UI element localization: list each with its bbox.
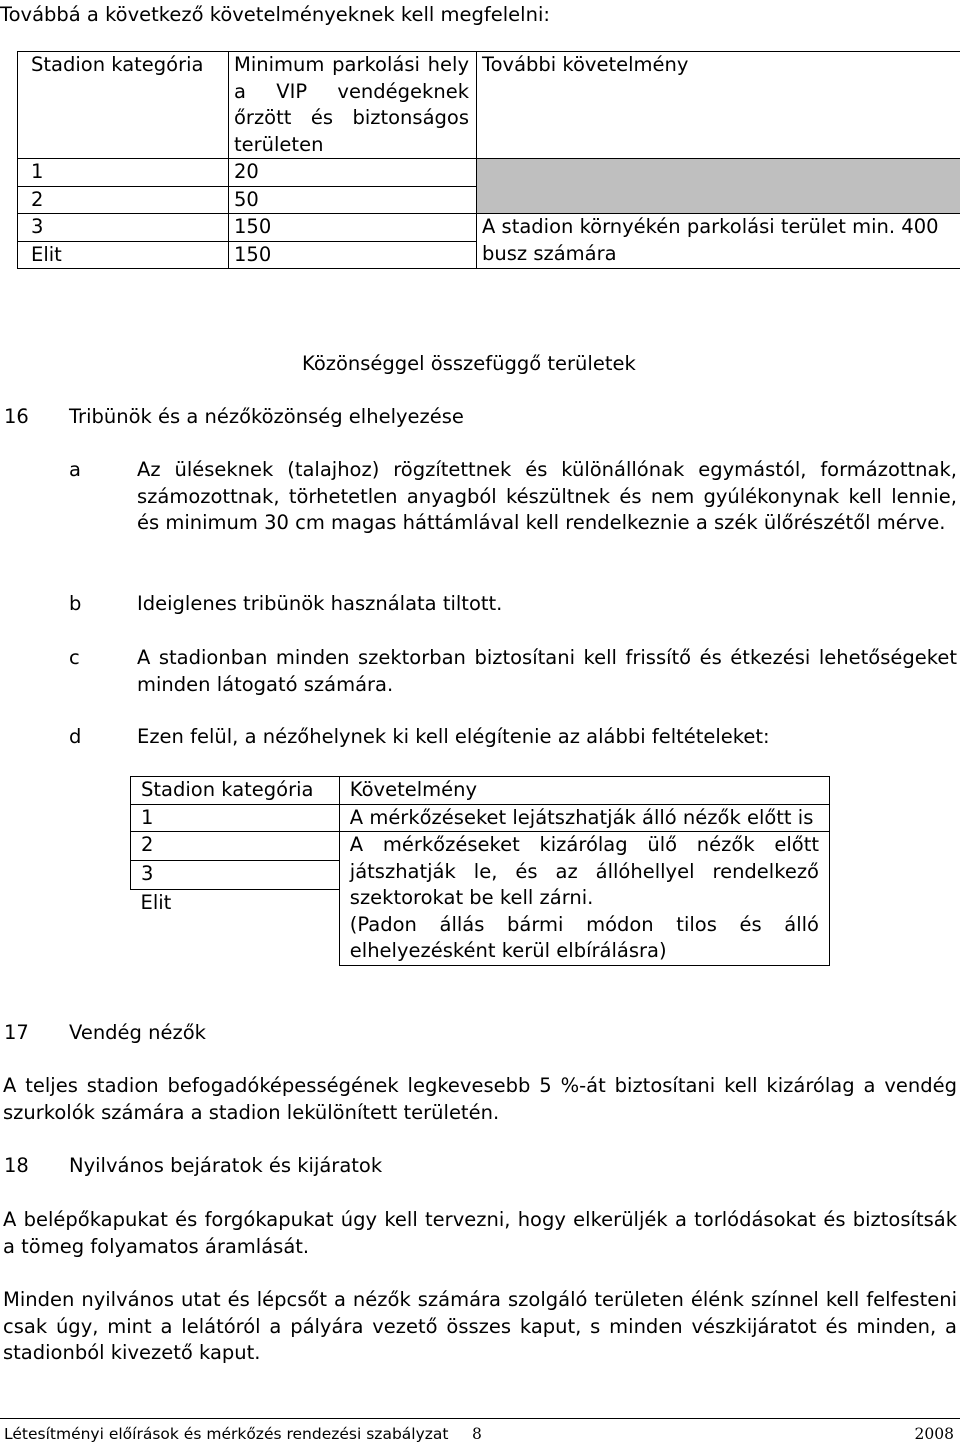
item-letter: b <box>69 591 81 618</box>
category-cell: Elit <box>131 890 340 966</box>
category-cell: 2 <box>18 186 229 214</box>
section-heading: Vendég nézők <box>69 1020 206 1047</box>
table-row <box>131 804 830 832</box>
category-cell: 1 <box>131 804 340 832</box>
category-cell: 3 <box>18 214 229 242</box>
item-letter: a <box>69 457 81 484</box>
table-header-cell: Követelmény <box>339 777 829 805</box>
table-row <box>18 214 960 242</box>
category-cell: 3 <box>131 861 340 890</box>
merged-requirement-cell <box>339 832 829 966</box>
table-header-cell: Minimum parkolási hely a VIP vendégeknek őrzött és biztonságos területen <box>229 52 477 159</box>
table-row <box>131 832 830 861</box>
table-header-cell: Stadion kategória <box>18 52 229 159</box>
table-header-cell: Stadion kategória <box>131 777 340 805</box>
item-text: Ezen felül, a nézőhelynek ki kell elégítenie az alábbi feltételeket: <box>137 724 770 751</box>
section-title: Közönséggel összefüggő területek <box>302 351 636 378</box>
seat-requirement-table <box>130 776 830 966</box>
item-letter: d <box>69 724 81 751</box>
category-cell: 1 <box>18 159 229 187</box>
min-parking-cell: 150 <box>229 241 477 269</box>
table-header-row <box>131 777 830 805</box>
extra-requirement-cell: A stadion környékén parkolási terület min. 400 busz számára <box>477 214 960 269</box>
gray-cell <box>477 159 960 214</box>
category-cell: Elit <box>18 241 229 269</box>
section-heading: Nyilvános bejáratok és kijáratok <box>69 1153 382 1180</box>
merged-requirement-text: A mérkőzéseket kizárólag ülő nézők előtt játszhatják le, és az állóhellyel rendelkező szektorokat be kell zárni. <box>350 832 819 912</box>
item-text: A stadionban minden szektorban biztosítani kell frissítő és étkezési lehetőségeket minden látogató számára. <box>137 645 957 698</box>
footer-divider <box>0 1418 960 1419</box>
requirement-cell: A mérkőzéseket lejátszhatják álló nézők előtt is <box>339 804 829 832</box>
section-number: 18 <box>4 1153 29 1180</box>
paragraph: A belépőkapukat és forgókapukat úgy kell tervezni, hogy elkerüljék a torlódásokat és biztosítsák a tömeg folyamatos áramlását. <box>3 1207 957 1260</box>
page-number: 8 <box>472 1421 482 1448</box>
item-letter: c <box>69 645 80 672</box>
section-number: 16 <box>4 404 29 431</box>
footer-title: Létesítményi előírások és mérkőzés rendezési szabályzat <box>4 1421 448 1448</box>
min-parking-cell: 150 <box>229 214 477 242</box>
intro-text: Továbbá a következő követelményeknek kell megfelelni: <box>0 2 550 29</box>
parking-table <box>17 51 960 269</box>
paragraph: Minden nyilvános utat és lépcsőt a nézők számára szolgáló területen élénk színnel kell felfesteni csak úgy, mint a lelátóról a pályára vezető összes kaput, s minden vészkijáratot és minden, a stadionból kivezető kaput. <box>3 1287 957 1367</box>
table-row <box>18 159 960 187</box>
item-text: Ideiglenes tribünök használata tiltott. <box>137 591 502 618</box>
paragraph: A teljes stadion befogadóképességének legkevesebb 5 %-át biztosítani kell kizárólag a vendég szurkolók számára a stadion lekülönített területén. <box>3 1073 957 1126</box>
table-header-cell: További követelmény <box>477 52 960 159</box>
min-parking-cell: 20 <box>229 159 477 187</box>
section-number: 17 <box>4 1020 29 1047</box>
footer-year: 2008 <box>915 1421 954 1448</box>
merged-requirement-note: (Padon állás bármi módon tilos és álló elhelyezésként kerül elbírálásra) <box>350 912 819 965</box>
item-text: Az üléseknek (talajhoz) rögzítettnek és különállónak egymástól, formázottnak, számozottnak, törhetetlen anyagból készültnek és nem gyúlékonynak kell lennie, és minimum 30 cm magas háttámlával kell rendelkeznie a szék ülőrészétől mérve. <box>137 457 957 537</box>
min-parking-cell: 50 <box>229 186 477 214</box>
section-heading: Tribünök és a nézőközönség elhelyezése <box>69 404 464 431</box>
table-header-row <box>18 52 960 159</box>
category-cell: 2 <box>131 832 340 861</box>
